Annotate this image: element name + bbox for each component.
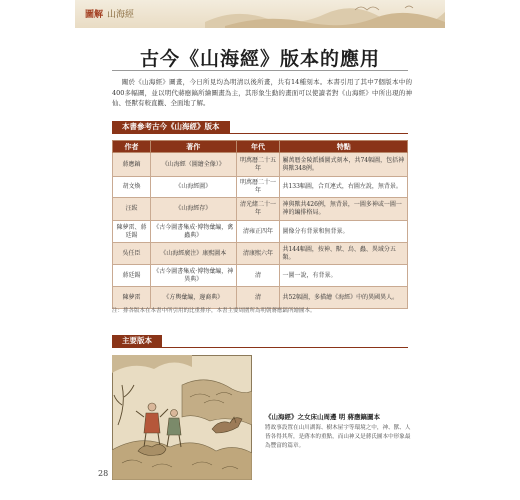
cell-era: 清雍正四年 [236, 221, 280, 243]
running-header [85, 7, 134, 20]
cell-feature: 共52幅圖，多描繪《海經》中的異國異人。 [280, 287, 408, 309]
cell-era: 清 [236, 265, 280, 287]
cell-work: 《山海經圖》 [150, 177, 236, 198]
cell-work: 《方輿彙編，邊裔典》 [150, 287, 236, 309]
cell-era: 清光緒二十一年 [236, 198, 280, 221]
cell-author: 胡文煥 [113, 177, 151, 198]
title-divider [112, 70, 408, 71]
woodblock-illustration [112, 355, 252, 480]
table-section-label: 本書參考古今《山海經》版本 [112, 121, 230, 133]
illustration-caption-title: 《山海經》之女床山周邊 明 蔣應鎬圖本 [265, 413, 381, 421]
cell-work: 《古今圖書集成·博物彙編，神異典》 [150, 265, 236, 287]
table-row [113, 153, 408, 177]
header-author: 作者 [113, 141, 151, 153]
page-number: 28 [98, 469, 109, 478]
table-footnote: 注：排各版本在本書中所引用的比重排序，本書主要周圍所為明朝蔣應鎬所繪圖本。 [112, 308, 316, 314]
versions-table [112, 140, 408, 309]
cell-work: 《山海經（圖繪全像）》 [150, 153, 236, 177]
cell-era: 明萬曆二十一年 [236, 177, 280, 198]
cell-feature: 圖像分有背景和無背景。 [280, 221, 408, 243]
table-header-row [113, 141, 408, 153]
table-section-underline [112, 133, 408, 134]
main-section-underline [112, 347, 408, 348]
cell-author: 吳任臣 [113, 243, 151, 265]
table-row [113, 265, 408, 287]
cell-feature: 神與獸共426例，無背景，一圖多神或一圖一神的編排格局。 [280, 198, 408, 221]
cell-feature: 共144幅圖，按神、獸、鳥、蟲、異域分五類。 [280, 243, 408, 265]
cell-author: 汪紱 [113, 198, 151, 221]
cell-feature: 共133幅圖，合頁連式，右圖左說，無背景。 [280, 177, 408, 198]
cell-era: 清康熙六年 [236, 243, 280, 265]
header-era: 年代 [236, 141, 280, 153]
cell-era: 清 [236, 287, 280, 309]
main-section-label: 主要版本 [112, 335, 162, 347]
cell-feature: 一圖一說，有背景。 [280, 265, 408, 287]
page-title: 古今《山海經》版本的應用 [139, 48, 380, 70]
header-band [75, 0, 445, 28]
table-row [113, 198, 408, 221]
cell-era: 明萬曆二十五年 [236, 153, 280, 177]
intro-paragraph: 關於《山海經》圖畫，今日所見均為明清以後所畫，共有14種刻本。本書引用了其中7個版本中的400多幅圖，並以明代蔣應鎬所繪圖畫為主，其形象生動的畫面可以使讀者對《山海經》中所出現的神仙、怪獸有較直觀、全面地了解。 [112, 78, 412, 107]
cell-work: 《古今圖書集成·博物彙編，禽蟲典》 [150, 221, 236, 243]
running-header-book: 山海經 [107, 10, 135, 20]
table-row [113, 177, 408, 198]
header-work: 著作 [150, 141, 236, 153]
table-row [113, 221, 408, 243]
header-landscape-illustration [205, 0, 445, 28]
table-row [113, 243, 408, 265]
cell-author: 蔣廷錫 [113, 265, 151, 287]
cell-feature: 屬萬曆金陵派插圖式刻本，共74幅圖，包括神與獸348例。 [280, 153, 408, 177]
cell-work: 《山海經存》 [150, 198, 236, 221]
running-header-gloss: 圖解 [85, 10, 104, 20]
illustration-caption-text: 將故事設置在山川湖海、樹木屋宇等環境之中，神、獸、人皆各得其所，是蔣本的重點，而山神又是蔣氏圖本中形象最為豐富的篇章。 [265, 425, 411, 449]
cell-author: 蔣應鎬 [113, 153, 151, 177]
cell-work: 《山海經廣注》康熙圖本 [150, 243, 236, 265]
header-feature: 特點 [280, 141, 408, 153]
cell-author: 陳夢雷、蔣廷錫 [113, 221, 151, 243]
cell-author: 陳夢雷 [113, 287, 151, 309]
